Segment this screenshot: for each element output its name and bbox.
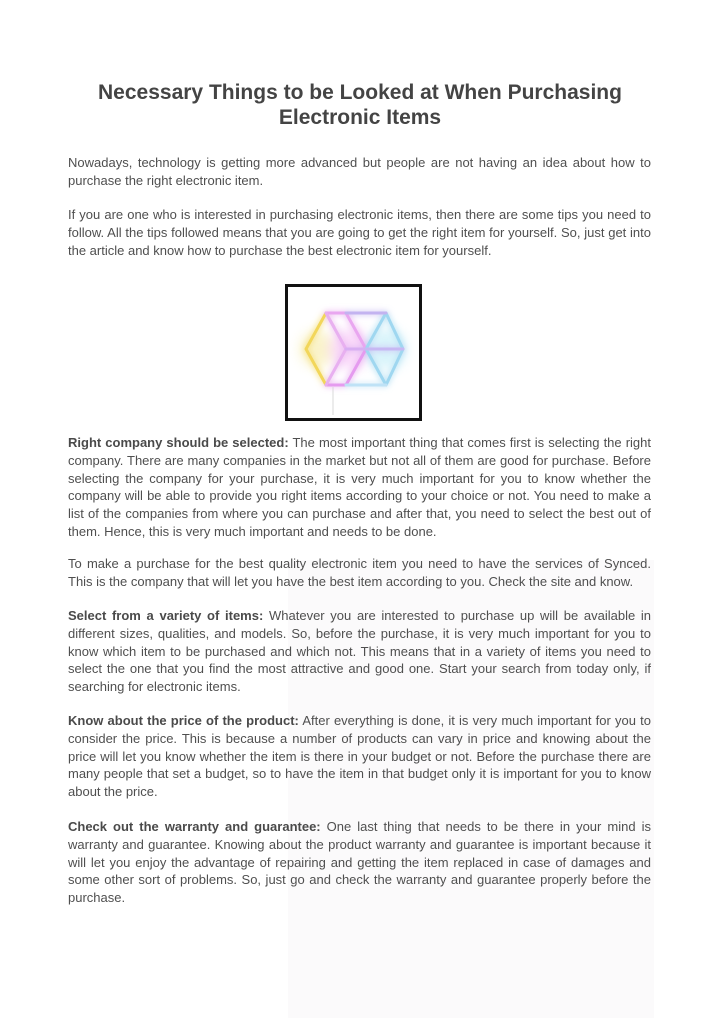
section-heading: Right company should be selected: [68,435,289,450]
intro-paragraph-1: Nowadays, technology is getting more advanced but people are not having an idea about how to purchase the right electronic item. [68,155,651,188]
section-warranty [68,818,651,907]
section-price [68,712,651,801]
section-body: The most important thing that comes first is selecting the right company. There are many companies in the market but not all of them are good for purchase. Before selecting the company for your purchase, it is very much important for you to know whether the company will be able to provide you right items according to your choice or not. You need to make a list of the companies from where you can purchase and after that, you need to select the best out of them. Hence, this is very much important and needs to be done. [68,435,651,539]
section-synced: To make a purchase for the best quality electronic item you need to have the services of Synced. This is the company that will let you have the best item according to you. Check the site and know. [68,556,651,589]
section-company [68,434,651,541]
section-body: Whatever you are interested to purchase up will be available in different sizes, qualities, and models. So, before the purchase, it is very much important for you to know which item to be purchased and which not. This means that in a variety of items you need to select the one that you find the most attractive and good one. Start your search from today only, if searching for electronic items. [68,608,651,694]
section-body: One last thing that needs to be there in your mind is warranty and guarantee. Knowing about the product warranty and guarantee is important because it will let you enjoy the advantage of repairing and getting the item replaced in case of damages and some other sort of problems. So, just go and check the warranty and guarantee properly before the purchase. [68,819,651,905]
section-heading: Select from a variety of items: [68,608,264,623]
section-heading: Know about the price of the product: [68,713,299,728]
section-heading: Check out the warranty and guarantee: [68,819,321,834]
product-image [285,284,422,421]
intro-paragraph-2: If you are one who is interested in purchasing electronic items, then there are some tips you need to follow. All the tips followed means that you are going to get the right item for yourself. So, just get into the article and know how to purchase the best electronic item for yourself. [68,207,651,258]
section-variety [68,607,651,696]
hexagon-light-panels-icon [288,287,419,418]
section-body: After everything is done, it is very much important for you to consider the price. This is because a number of products can vary in price and knowing about the price will let you know whether the item is there in your budget or not. Before the purchase there are many people that set a budget, so to have the item in that budget only it is important for you to know about the price. [68,713,651,799]
page-title: Necessary Things to be Looked at When Purchasing Electronic Items [98,81,622,129]
